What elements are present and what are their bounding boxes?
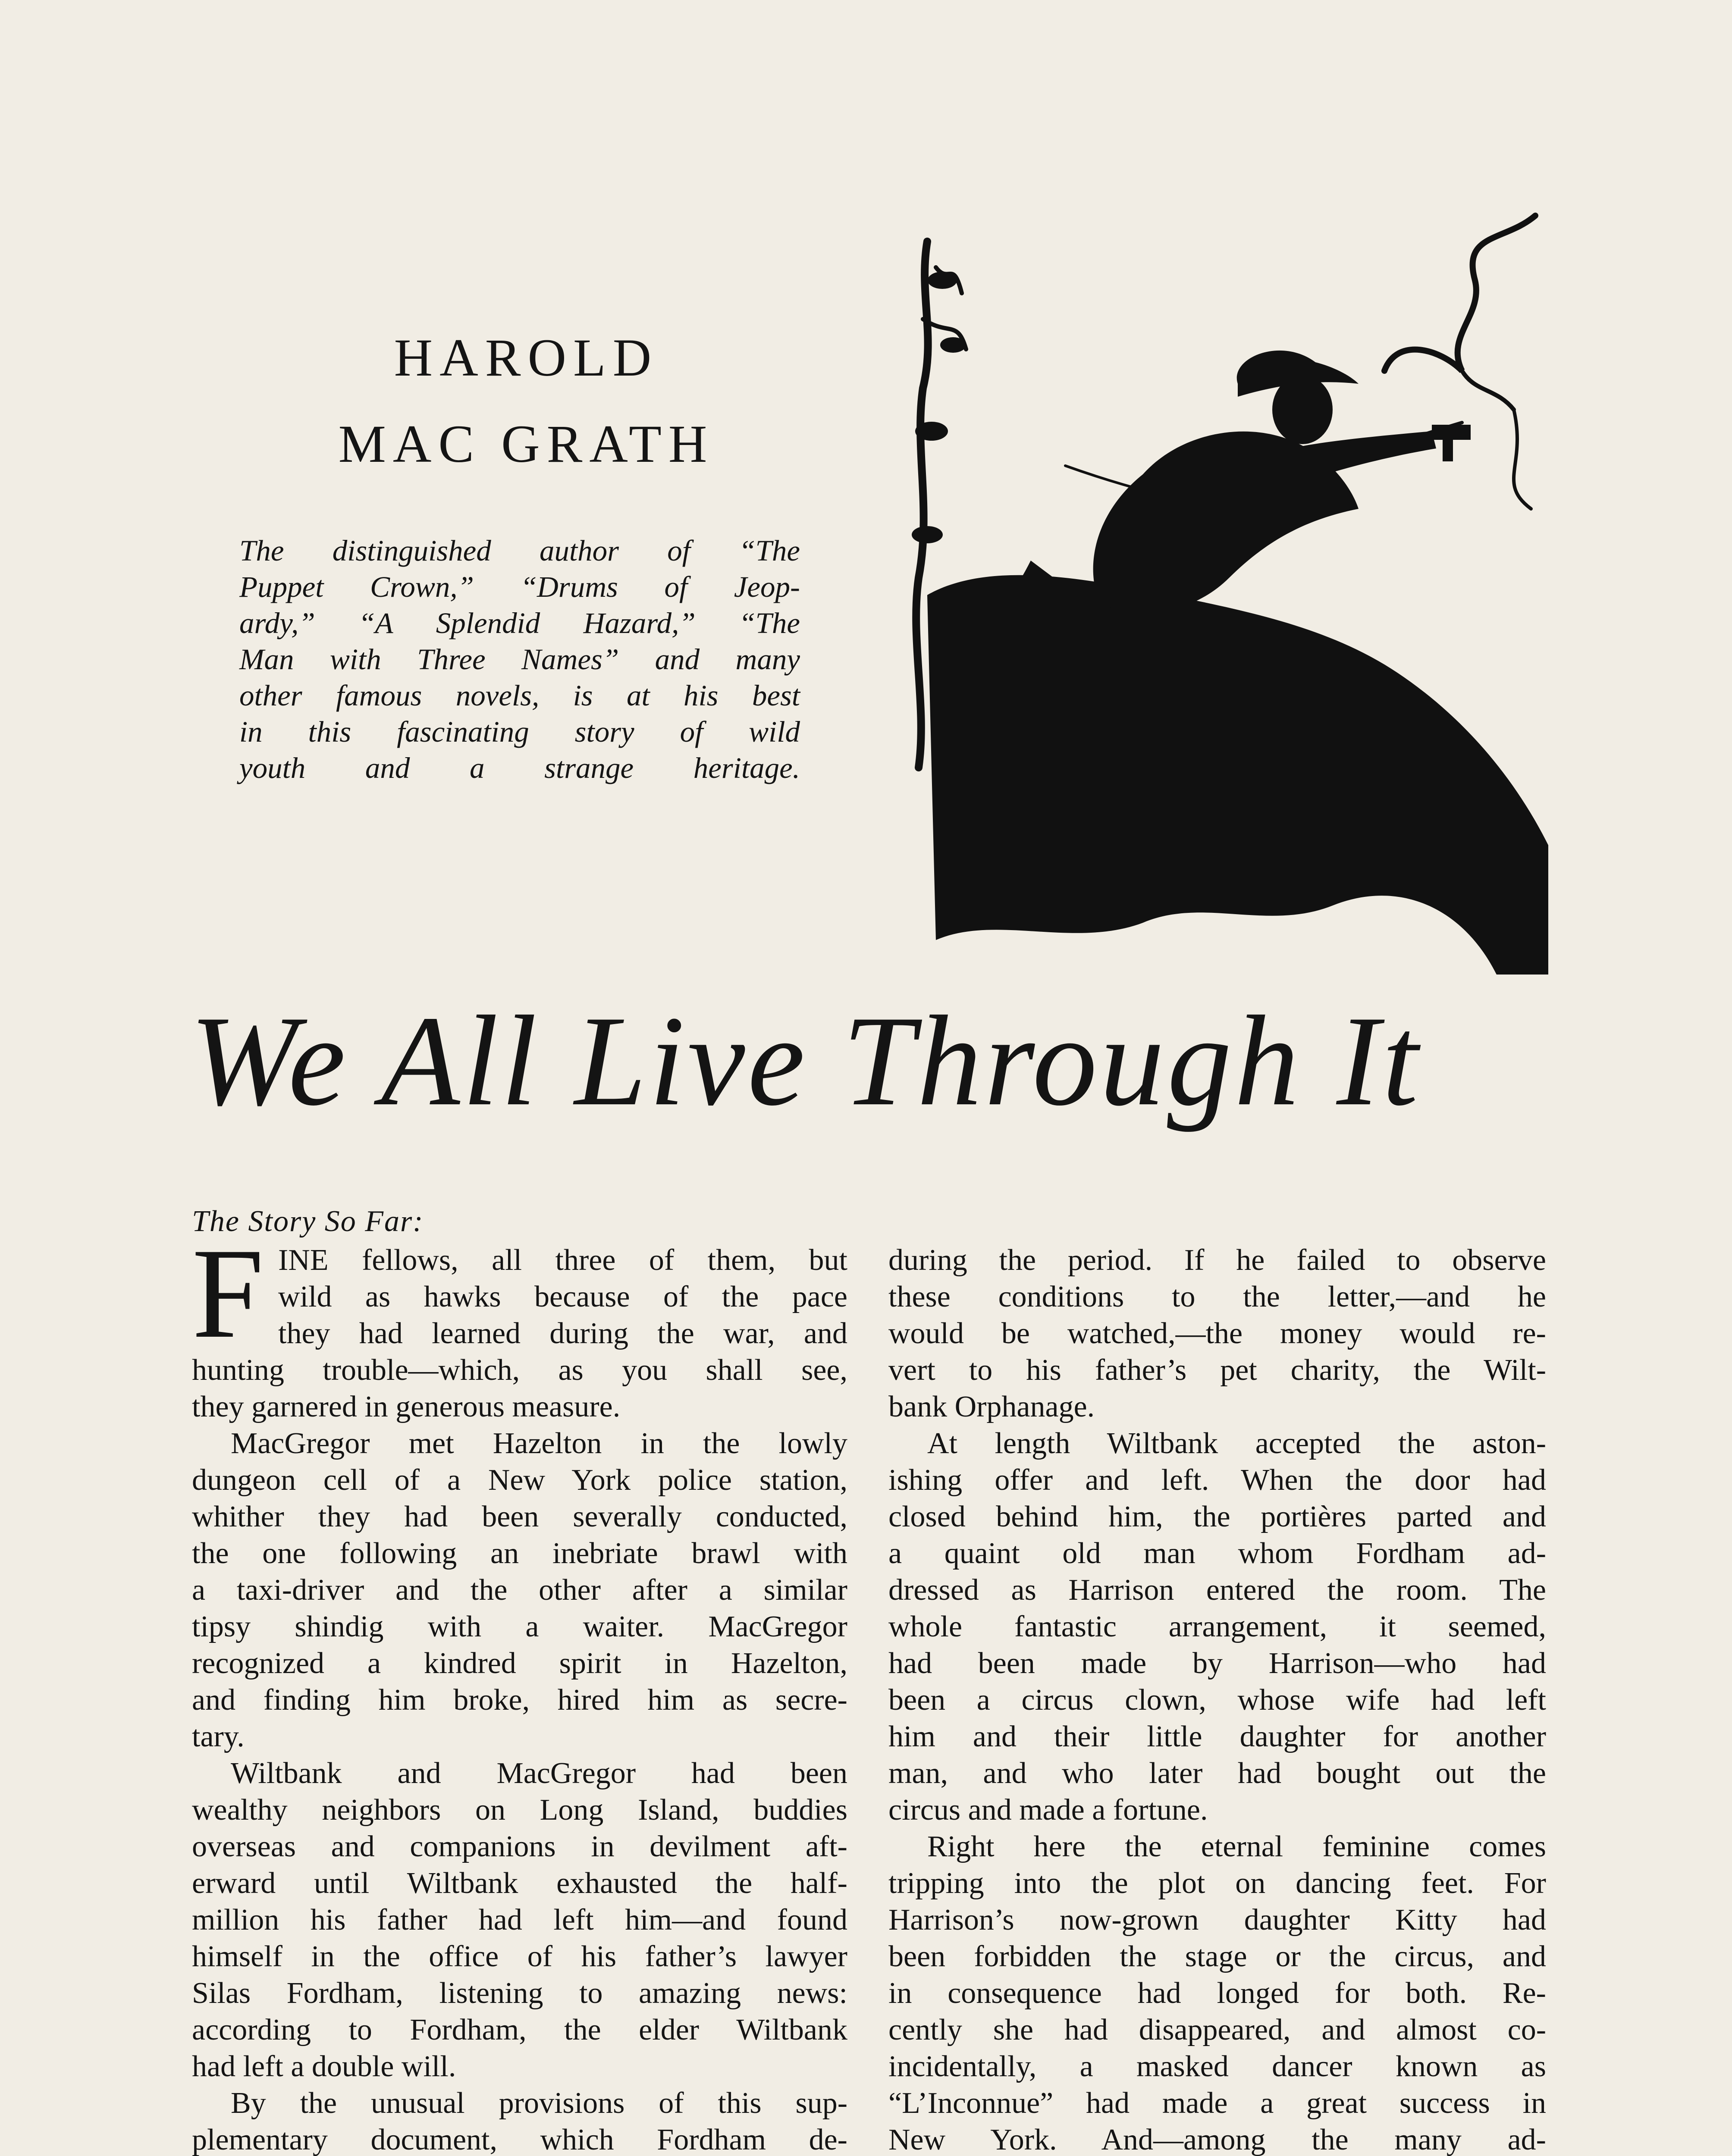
- left-column-text: [192, 1242, 847, 2156]
- text-line: been a circus clown, whose wife had left: [888, 1683, 1546, 1717]
- illustration-gunman-image: [901, 207, 1553, 975]
- text-line: would be watched,—the money would re-: [888, 1317, 1546, 1350]
- blurb-line: Man with Three Names” and many: [239, 643, 800, 676]
- text-line: tipsy shindig with a waiter. MacGregor: [192, 1610, 847, 1643]
- text-line: they garnered in generous measure.: [192, 1390, 621, 1423]
- text-line: tary.: [192, 1720, 245, 1753]
- text-line: New York. And—among the many ad-: [888, 2123, 1546, 2156]
- text-line: vert to his father’s pet charity, the Wilt-: [888, 1354, 1546, 1387]
- text-line: bank Orphanage.: [888, 1390, 1095, 1423]
- text-line: and finding him broke, hired him as secre-: [192, 1683, 847, 1717]
- text-line: erward until Wiltbank exhausted the half-: [192, 1867, 847, 1900]
- text-line: whole fantastic arrangement, it seemed,: [888, 1610, 1546, 1643]
- text-line: ishing offer and left. When the door had: [888, 1463, 1546, 1497]
- blurb-line: The distinguished author of “The: [239, 534, 800, 567]
- text-line: circus and made a fortune.: [888, 1793, 1208, 1827]
- text-line: MacGregor met Hazelton in the lowly: [231, 1427, 847, 1460]
- text-line: Harrison’s now-grown daughter Kitty had: [888, 1903, 1546, 1937]
- text-line: in consequence had longed for both. Re-: [888, 1977, 1546, 2010]
- text-line: dressed as Harrison entered the room. The: [888, 1573, 1546, 1607]
- text-line: a quaint old man whom Fordham ad-: [888, 1537, 1546, 1570]
- text-line: according to Fordham, the elder Wiltbank: [192, 2013, 847, 2046]
- text-line: INE fellows, all three of them, but: [278, 1244, 847, 1277]
- text-line: dungeon cell of a New York police station,: [192, 1463, 847, 1497]
- text-line: been forbidden the stage or the circus, and: [888, 1940, 1546, 1973]
- author-first-name: HAROLD: [394, 328, 659, 387]
- text-line: had been made by Harrison—who had: [888, 1647, 1546, 1680]
- text-line: recognized a kindred spirit in Hazelton,: [192, 1647, 847, 1680]
- story-so-far-label: The Story So Far:: [192, 1205, 424, 1238]
- text-line: overseas and companions in devilment aft-: [192, 1830, 847, 1863]
- blurb-line: in this fascinating story of wild: [239, 715, 800, 748]
- text-line: Right here the eternal feminine comes: [927, 1830, 1546, 1863]
- author-name: [242, 315, 811, 487]
- text-line: the one following an inebriate brawl with: [192, 1537, 847, 1570]
- text-line: a taxi-driver and the other after a similar: [192, 1573, 847, 1607]
- text-line: himself in the office of his father’s lawyer: [192, 1940, 847, 1973]
- text-line: closed behind him, the portières parted and: [888, 1500, 1546, 1533]
- text-line: By the unusual provisions of this sup-: [231, 2087, 847, 2120]
- text-line: “L’Inconnue” had made a great success in: [888, 2087, 1546, 2120]
- text-line: plementary document, which Fordham de-: [192, 2123, 847, 2156]
- text-line: million his father had left him—and found: [192, 1903, 847, 1937]
- text-line: whither they had been severally conducted,: [192, 1500, 847, 1533]
- text-line: hunting trouble—which, as you shall see,: [192, 1354, 847, 1387]
- text-line: Silas Fordham, listening to amazing news:: [192, 1977, 847, 2010]
- text-line: had left a double will.: [192, 2050, 456, 2083]
- text-line: during the period. If he failed to observe: [888, 1244, 1546, 1277]
- text-line: Wiltbank and MacGregor had been: [231, 1757, 847, 1790]
- text-line: tripping into the plot on dancing feet. For: [888, 1867, 1546, 1900]
- author-last-name: MAC GRATH: [338, 414, 714, 473]
- text-line: these conditions to the letter,—and he: [888, 1280, 1546, 1313]
- story-title: We All Live Through It: [190, 989, 1421, 1132]
- drop-cap: F: [192, 1222, 264, 1365]
- text-line: wild as hawks because of the pace: [278, 1280, 847, 1313]
- blurb-line: other famous novels, is at his best: [239, 679, 800, 712]
- text-line: incidentally, a masked dancer known as: [888, 2050, 1546, 2083]
- blurb-line: Puppet Crown,” “Drums of Jeop-: [239, 570, 800, 603]
- blurb-line: ardy,” “A Splendid Hazard,” “The: [239, 607, 800, 639]
- text-line: him and their little daughter for another: [888, 1720, 1546, 1753]
- text-line: cently she had disappeared, and almost co-: [888, 2013, 1546, 2046]
- text-line: man, and who later had bought out the: [888, 1757, 1546, 1790]
- author-blurb: [239, 533, 800, 786]
- blurb-line: youth and a strange heritage.: [239, 752, 800, 784]
- right-column-text: [888, 1242, 1546, 2156]
- text-line: wealthy neighbors on Long Island, buddies: [192, 1793, 847, 1827]
- text-line: At length Wiltbank accepted the aston-: [927, 1427, 1546, 1460]
- text-line: they had learned during the war, and: [278, 1317, 847, 1350]
